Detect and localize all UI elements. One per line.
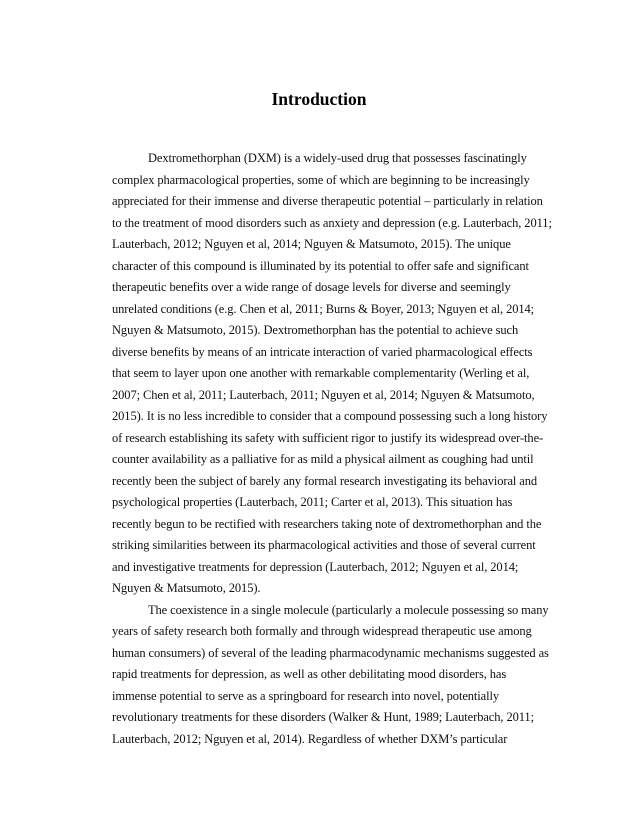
body-line: 2007; Chen et al, 2011; Lauterbach, 2011; Nguyen et al, 2014; Nguyen & Matsumoto,	[112, 388, 535, 402]
body-line: Lauterbach, 2012; Nguyen et al, 2014; Nguyen & Matsumoto, 2015). The unique	[112, 237, 511, 251]
body-line: Nguyen & Matsumoto, 2015). Dextromethorphan has the potential to achieve such	[112, 323, 519, 337]
body-line: appreciated for their immense and diverse therapeutic potential – particularly in relation	[112, 194, 543, 208]
body-line: complex pharmacological properties, some of which are beginning to be increasingly	[112, 173, 530, 187]
body-line: unrelated conditions (e.g. Chen et al, 2011; Burns & Boyer, 2013; Nguyen et al, 2014;	[112, 302, 535, 316]
body-line: rapid treatments for depression, as well as other debilitating mood disorders, has	[112, 667, 507, 681]
body-line: revolutionary treatments for these disorders (Walker & Hunt, 1989; Lauterbach, 2011;	[112, 710, 534, 724]
body-line: recently been the subject of barely any formal research investigating its behavioral and	[112, 474, 538, 488]
body-line: and investigative treatments for depression (Lauterbach, 2012; Nguyen et al, 2014;	[112, 560, 519, 574]
body-line: recently begun to be rectified with researchers taking note of dextromethorphan and the	[112, 517, 542, 531]
body-line: 2015). It is no less incredible to consider that a compound possessing such a long history	[112, 409, 548, 423]
body-line: years of safety research both formally and through widespread therapeutic use among	[112, 624, 532, 638]
body-line: character of this compound is illuminated by its potential to offer safe and significant	[112, 259, 529, 273]
body-line: striking similarities between its pharmacological activities and those of several current	[112, 538, 536, 552]
body-line: of research establishing its safety with sufficient rigor to justify its widespread over-the-	[112, 431, 544, 445]
body-line: Lauterbach, 2012; Nguyen et al, 2014). Regardless of whether DXM’s particular	[112, 732, 508, 746]
paragraph-2-first-line: The coexistence in a single molecule (particularly a molecule possessing so many	[148, 603, 549, 617]
body-line: psychological properties (Lauterbach, 2011; Carter et al, 2013). This situation has	[112, 495, 513, 509]
body-line: diverse benefits by means of an intricate interaction of varied pharmacological effects	[112, 345, 533, 359]
body-line: Nguyen & Matsumoto, 2015).	[112, 581, 261, 595]
body-line: human consumers) of several of the leading pharmacodynamic mechanisms suggested as	[112, 646, 549, 660]
section-title: Introduction	[271, 89, 367, 109]
body-line: to the treatment of mood disorders such as anxiety and depression (e.g. Lauterbach, 2011;	[112, 216, 552, 230]
body-line: immense potential to serve as a springboard for research into novel, potentially	[112, 689, 500, 703]
body-line: that seem to layer upon one another with remarkable complementarity (Werling et al,	[112, 366, 530, 380]
body-line: therapeutic benefits over a wide range of dosage levels for diverse and seemingly	[112, 280, 511, 294]
body-line: counter availability as a palliative for as mild a physical ailment as coughing had until	[112, 452, 534, 466]
paragraph-1-first-line: Dextromethorphan (DXM) is a widely-used drug that possesses fascinatingly	[148, 151, 527, 165]
